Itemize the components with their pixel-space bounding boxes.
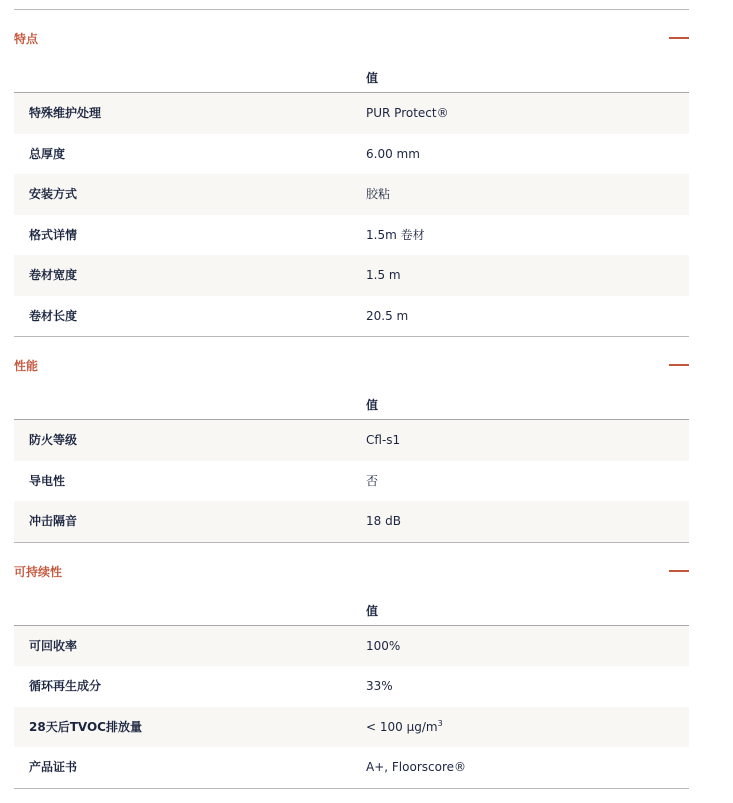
section-sustainability-header[interactable] <box>14 543 689 597</box>
table-row <box>14 501 689 542</box>
table-row <box>14 747 689 788</box>
row-value: 1.5 m <box>366 268 401 282</box>
collapse-minus-icon[interactable] <box>669 364 689 366</box>
table-row <box>14 461 689 502</box>
table-header <box>14 391 689 420</box>
row-value <box>366 720 443 735</box>
table-row <box>14 255 689 296</box>
section-features <box>14 9 689 336</box>
collapse-minus-icon[interactable] <box>669 37 689 39</box>
row-value: 18 dB <box>366 514 401 528</box>
table-row <box>14 707 689 748</box>
table-row <box>14 626 689 667</box>
row-label: 冲击隔音 <box>29 514 78 528</box>
table-row <box>14 666 689 707</box>
row-label: 卷材宽度 <box>29 268 78 282</box>
row-value: 1.5m 卷材 <box>366 227 425 242</box>
row-value: 100% <box>366 638 401 653</box>
row-value: Cfl-s1 <box>366 433 401 447</box>
section-title: 特点 <box>14 32 39 46</box>
value-column-header: 值 <box>366 71 379 85</box>
table-row <box>14 296 689 337</box>
row-label: 安装方式 <box>29 187 78 201</box>
row-value: 20.5 m <box>366 308 409 323</box>
table-row <box>14 420 689 461</box>
spec-accordion <box>14 9 689 789</box>
row-value: 33% <box>366 679 393 693</box>
value-superscript: 3 <box>437 718 443 728</box>
section-performance-header[interactable] <box>14 337 689 391</box>
row-label: 特殊维护处理 <box>29 106 102 120</box>
section-title: 可持续性 <box>14 564 63 579</box>
row-value: 胶粘 <box>366 187 391 201</box>
section-sustainability <box>14 542 689 789</box>
table-header <box>14 64 689 93</box>
value-column-header: 值 <box>366 603 379 618</box>
row-label: 循环再生成分 <box>29 679 102 693</box>
section-performance <box>14 336 689 542</box>
row-label: 28天后TVOC排放量 <box>29 719 142 734</box>
section-title: 性能 <box>14 359 39 373</box>
row-label: 格式详情 <box>29 227 78 242</box>
row-value: A+, Floorscore® <box>366 760 466 774</box>
table-row <box>14 134 689 175</box>
table-header <box>14 597 689 626</box>
table-row <box>14 174 689 215</box>
row-label: 总厚度 <box>29 146 66 161</box>
section-features-header[interactable] <box>14 10 689 64</box>
table-row <box>14 93 689 134</box>
row-value: 6.00 mm <box>366 146 420 161</box>
row-label: 防火等级 <box>29 433 78 447</box>
value-column-header: 值 <box>366 398 379 412</box>
row-label: 导电性 <box>29 473 66 488</box>
row-value: PUR Protect® <box>366 106 449 120</box>
collapse-minus-icon[interactable] <box>669 570 689 572</box>
row-label: 可回收率 <box>29 638 78 653</box>
table-row <box>14 215 689 256</box>
row-label: 产品证书 <box>29 760 78 774</box>
value-text: < 100 µg/m <box>366 719 438 734</box>
row-value: 否 <box>366 473 379 488</box>
row-label: 卷材长度 <box>29 308 78 323</box>
